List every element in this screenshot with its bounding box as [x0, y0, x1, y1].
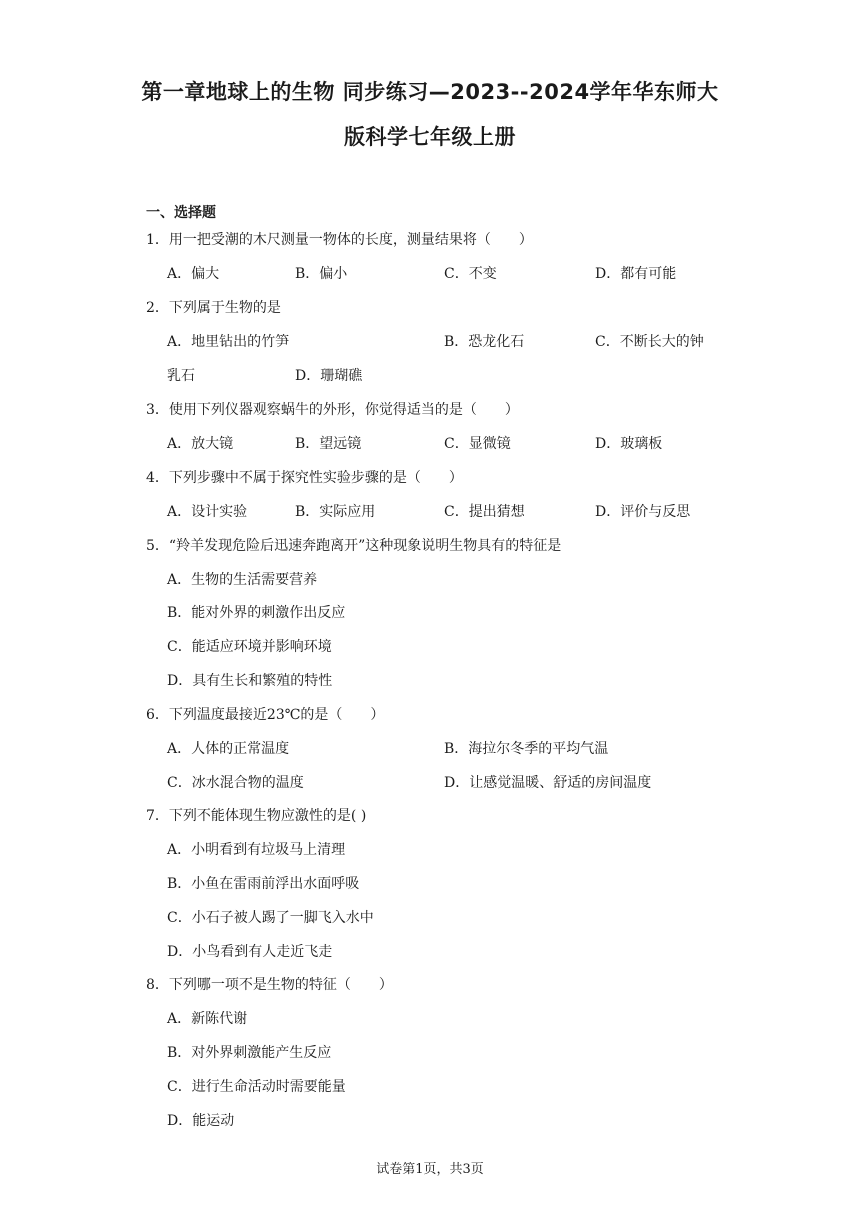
question-3-stem: 3．使用下列仪器观察蜗牛的外形，你觉得适当的是（ ）	[146, 402, 519, 418]
question-1-option-a: A．偏大	[167, 266, 220, 282]
question-4-option-c: C．提出猜想	[444, 504, 525, 520]
question-7-option-b: B．小鱼在雷雨前浮出水面呼吸	[167, 876, 360, 892]
document-title-line-1: 第一章地球上的生物 同步练习—2023--2024学年华东师大	[141, 80, 719, 104]
question-8-stem: 8．下列哪一项不是生物的特征（ ）	[146, 977, 393, 993]
question-1-stem: 1．用一把受潮的木尺测量一物体的长度，测量结果将（ ）	[146, 232, 533, 248]
question-5-stem: 5．“羚羊发现危险后迅速奔跑离开”这种现象说明生物具有的特征是	[146, 538, 562, 554]
question-8-option-c: C．进行生命活动时需要能量	[167, 1079, 346, 1095]
question-3-option-c: C．显微镜	[444, 436, 511, 452]
page-footer: 试卷第1页，共3页	[376, 1162, 484, 1177]
question-2-option-a: A．地里钻出的竹笋	[167, 334, 290, 350]
question-7-option-a: A．小明看到有垃圾马上清理	[167, 842, 346, 858]
question-4-option-a: A．设计实验	[167, 504, 248, 520]
document-title-line-2: 版科学七年级上册	[344, 125, 516, 149]
question-8-option-b: B．对外界刺激能产生反应	[167, 1045, 332, 1061]
question-6-option-b: B．海拉尔冬季的平均气温	[444, 741, 609, 757]
question-2-option-c: C．不断长大的钟	[595, 334, 704, 350]
question-4-stem: 4．下列步骤中不属于探究性实验步骤的是（ ）	[146, 470, 463, 486]
question-6-option-c: C．冰水混合物的温度	[167, 775, 304, 791]
question-8-option-d: D．能运动	[167, 1113, 235, 1129]
question-2-stem: 2．下列属于生物的是	[146, 300, 281, 316]
question-6-option-d: D．让感觉温暖、舒适的房间温度	[444, 775, 652, 791]
question-1-option-d: D．都有可能	[595, 266, 677, 282]
question-5-option-a: A．生物的生活需要营养	[167, 572, 318, 588]
question-4-option-d: D．评价与反思	[595, 504, 691, 520]
question-5-option-b: B．能对外界的刺激作出反应	[167, 605, 346, 621]
question-2-option-b: B．恐龙化石	[444, 334, 525, 350]
question-1-option-c: C．不变	[444, 266, 497, 282]
question-3-option-a: A．放大镜	[167, 436, 234, 452]
question-5-option-d: D．具有生长和繁殖的特性	[167, 673, 333, 689]
question-6-stem: 6．下列温度最接近23℃的是（ ）	[146, 707, 385, 723]
question-1-option-b: B．偏小	[295, 266, 348, 282]
question-7-option-c: C．小石子被人踢了一脚飞入水中	[167, 910, 374, 926]
question-6-option-a: A．人体的正常温度	[167, 741, 290, 757]
question-8-option-a: A．新陈代谢	[167, 1011, 248, 1027]
question-7-option-d: D．小鸟看到有人走近飞走	[167, 944, 333, 960]
question-3-option-d: D．玻璃板	[595, 436, 663, 452]
question-3-option-b: B．望远镜	[295, 436, 362, 452]
question-2-option-d: D．珊瑚礁	[295, 368, 363, 384]
question-7-stem: 7．下列不能体现生物应激性的是( )	[146, 808, 367, 824]
question-5-option-c: C．能适应环境并影响环境	[167, 639, 332, 655]
question-4-option-b: B．实际应用	[295, 504, 376, 520]
question-2-option-c-wrap: 乳石	[167, 368, 195, 384]
section-heading: 一、选择题	[146, 205, 216, 221]
